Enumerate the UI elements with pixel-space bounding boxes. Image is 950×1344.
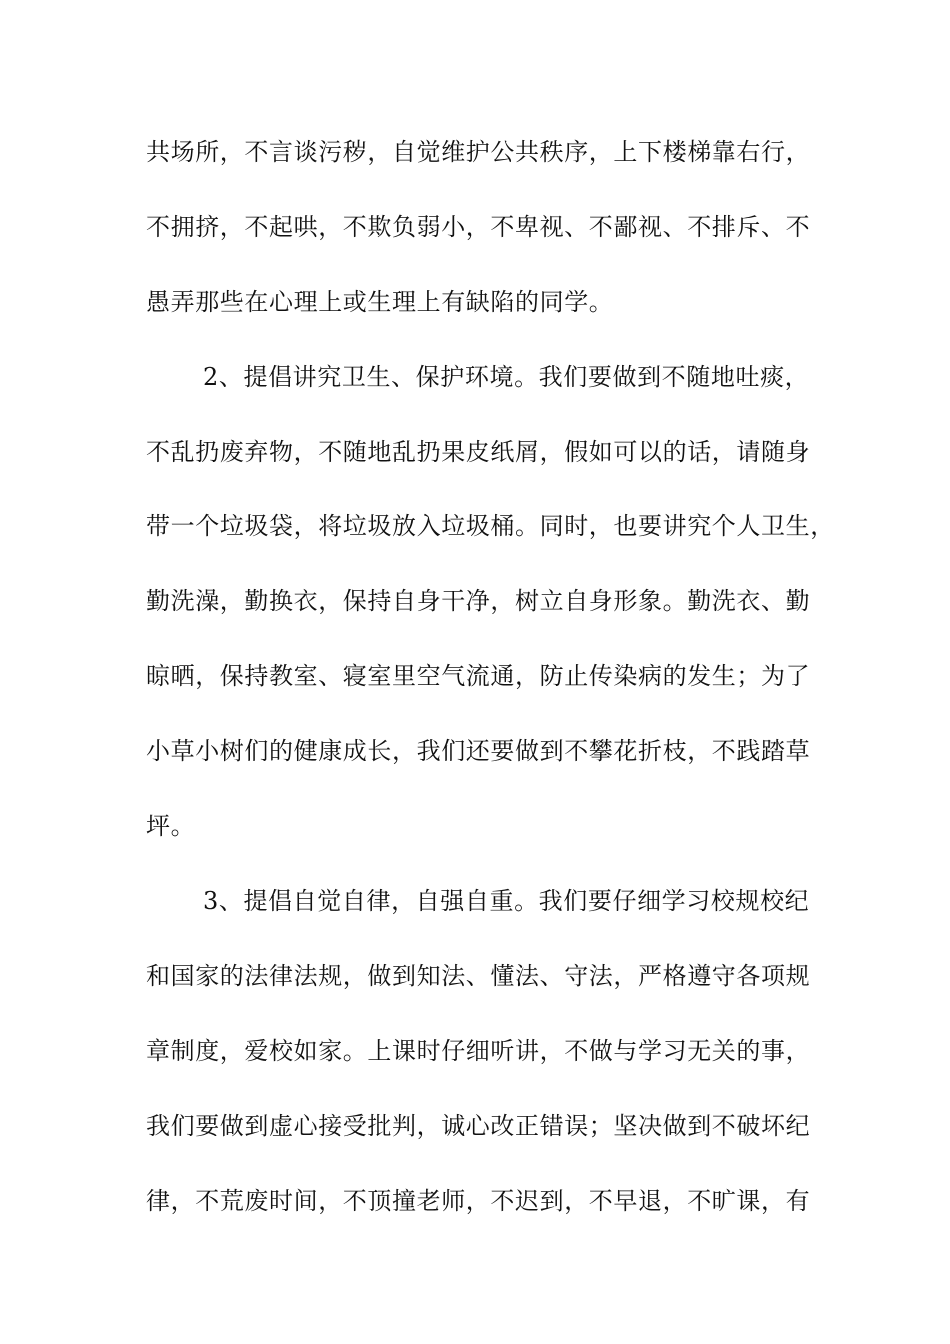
text-line: 律，不荒废时间，不顶撞老师，不迟到，不早退，不旷课，有: [146, 1187, 811, 1215]
text-line: 带一个垃圾袋，将垃圾放入垃圾桶。同时，也要讲究个人卫生，: [146, 512, 835, 540]
text-line: 愚弄那些在心理上或生理上有缺陷的同学。: [146, 288, 614, 316]
text-line: 小草小树们的健康成长，我们还要做到不攀花折枝，不践踏草: [146, 737, 811, 765]
paragraph-3-first-line: 3、提倡自觉自律，自强自重。我们要仔细学习校规校纪: [203, 887, 810, 915]
text-line: 不乱扔废弃物，不随地乱扔果皮纸屑，假如可以的话，请随身: [146, 438, 811, 466]
text-line: 共场所，不言谈污秽，自觉维护公共秩序，上下楼梯靠右行，: [146, 138, 811, 166]
text-line: 章制度，爱校如家。上课时仔细听讲，不做与学习无关的事，: [146, 1037, 811, 1065]
text-line: 勤洗澡，勤换衣，保持自身干净，树立自身形象。勤洗衣、勤: [146, 587, 811, 615]
text-line: 坪。: [146, 812, 196, 840]
text-line: 我们要做到虚心接受批判，诚心改正错误；坚决做到不破坏纪: [146, 1112, 811, 1140]
text-line: 和国家的法律法规，做到知法、懂法、守法，严格遵守各项规: [146, 962, 811, 990]
text-line: 晾晒，保持教室、寝室里空气流通，防止传染病的发生；为了: [146, 662, 811, 690]
paragraph-2-first-line: 2、提倡讲究卫生、保护环境。我们要做到不随地吐痰，: [203, 363, 810, 391]
text-line: 不拥挤，不起哄，不欺负弱小，不卑视、不鄙视、不排斥、不: [146, 213, 811, 241]
